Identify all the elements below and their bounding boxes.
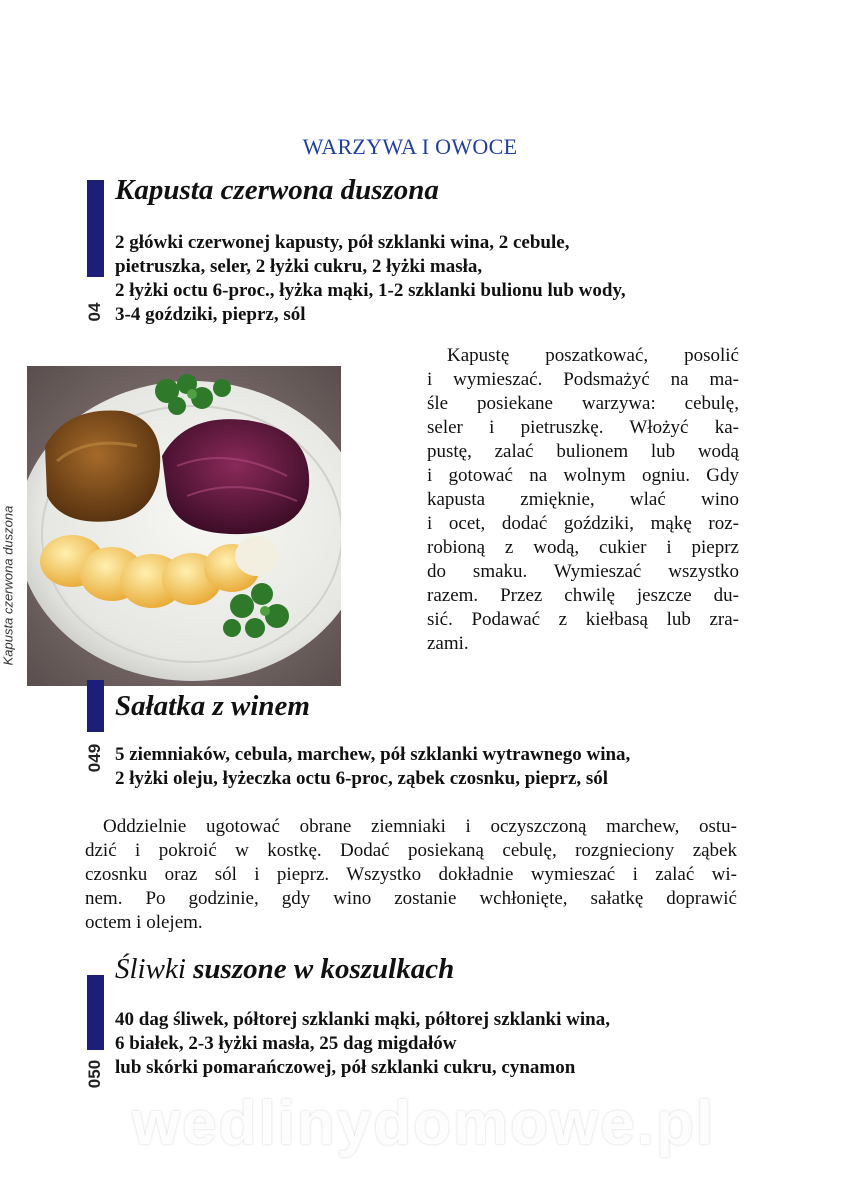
photo-caption: Kapusta czerwona duszona	[0, 505, 16, 666]
recipe-ingredients	[115, 743, 630, 791]
method-line: dzić i pokroić w kostkę. Dodać posiekaną cebulę, rozgnieciony ząbek	[85, 840, 737, 861]
recipe-ingredients	[115, 231, 626, 327]
method-line: kapusta zmięknie, wlać wino	[427, 489, 739, 510]
recipe-accent-bar	[87, 975, 104, 1050]
dish-photo	[27, 366, 341, 686]
recipe-title-rest: suszone w koszulkach	[193, 953, 455, 985]
method-line: pustę, zalać bulionem lub wodą	[427, 441, 739, 462]
ingredient-line: 5 ziemniaków, cebula, marchew, pół szklanki wytrawnego wina,	[115, 744, 631, 765]
recipe-title	[115, 953, 454, 986]
method-line: śle posiekane warzywa: cebulę,	[427, 393, 739, 414]
ingredient-line: 2 główki czerwonej kapusty, pół szklanki wina, 2 cebule,	[115, 232, 570, 253]
method-line: Oddzielnie ugotować obrane ziemniaki i oczyszczoną marchew, ostu-	[103, 816, 737, 837]
recipe-method	[427, 344, 739, 656]
ingredient-line: 6 białek, 2-3 łyżki masła, 25 dag migdałów	[115, 1033, 457, 1054]
method-line: razem. Przez chwilę jeszcze du-	[427, 585, 739, 606]
recipe-title: Kapusta czerwona duszona	[115, 174, 439, 206]
ingredient-line: pietruszka, seler, 2 łyżki cukru, 2 łyżki masła,	[115, 256, 483, 277]
method-line: i gotować na wolnym ogniu. Gdy	[427, 465, 739, 486]
method-line: czosnku oraz sól i pieprz. Wszystko dokładnie wymieszać i zalać wi-	[85, 864, 737, 885]
watermark: wedlinydomowe.pl	[131, 1089, 716, 1158]
method-line: Kapustę poszatkować, posolić	[447, 345, 739, 366]
method-line: seler i pietruszkę. Włożyć ka-	[427, 417, 739, 438]
ingredient-line: 3-4 goździki, pieprz, sól	[115, 304, 306, 325]
method-line: zami.	[427, 633, 469, 654]
ingredient-line: 2 łyżki oleju, łyżeczka octu 6-proc, ząbek czosnku, pieprz, sól	[115, 768, 609, 789]
recipe-method	[85, 815, 737, 935]
ingredient-line: 2 łyżki octu 6-proc., łyżka mąki, 1-2 szklanki bulionu lub wody,	[115, 280, 626, 301]
ingredient-line: 40 dag śliwek, półtorej szklanki mąki, półtorej szklanki wina,	[115, 1009, 610, 1030]
method-line: robioną z wodą, cukier i pieprz	[427, 537, 739, 558]
recipe-title-prefix: Śliwki	[115, 953, 186, 985]
method-line: i ocet, dodać goździki, mąkę roz-	[427, 513, 739, 534]
method-line: sić. Podawać z kiełbasą lub zra-	[427, 609, 739, 630]
recipe-ingredients	[115, 1008, 610, 1080]
ingredient-line: lub skórki pomarańczowej, pół szklanki cukru, cynamon	[115, 1057, 576, 1078]
recipe-number: 04	[85, 302, 104, 322]
dish-photo-illustration	[27, 366, 341, 686]
method-line: nem. Po godzinie, gdy wino zostanie wchłonięte, sałatkę doprawić	[85, 888, 737, 909]
section-heading: WARZYWA I OWOCE	[302, 134, 518, 159]
recipe-number: 049	[85, 743, 104, 773]
method-line: octem i olejem.	[85, 912, 203, 933]
method-line: i wymieszać. Podsmażyć na ma-	[427, 369, 739, 390]
recipe-accent-bar	[87, 680, 104, 732]
method-line: do smaku. Wymieszać wszystko	[427, 561, 739, 582]
recipe-number: 050	[85, 1059, 104, 1089]
recipe-accent-bar	[87, 180, 104, 277]
recipe-title: Sałatka z winem	[115, 690, 310, 722]
